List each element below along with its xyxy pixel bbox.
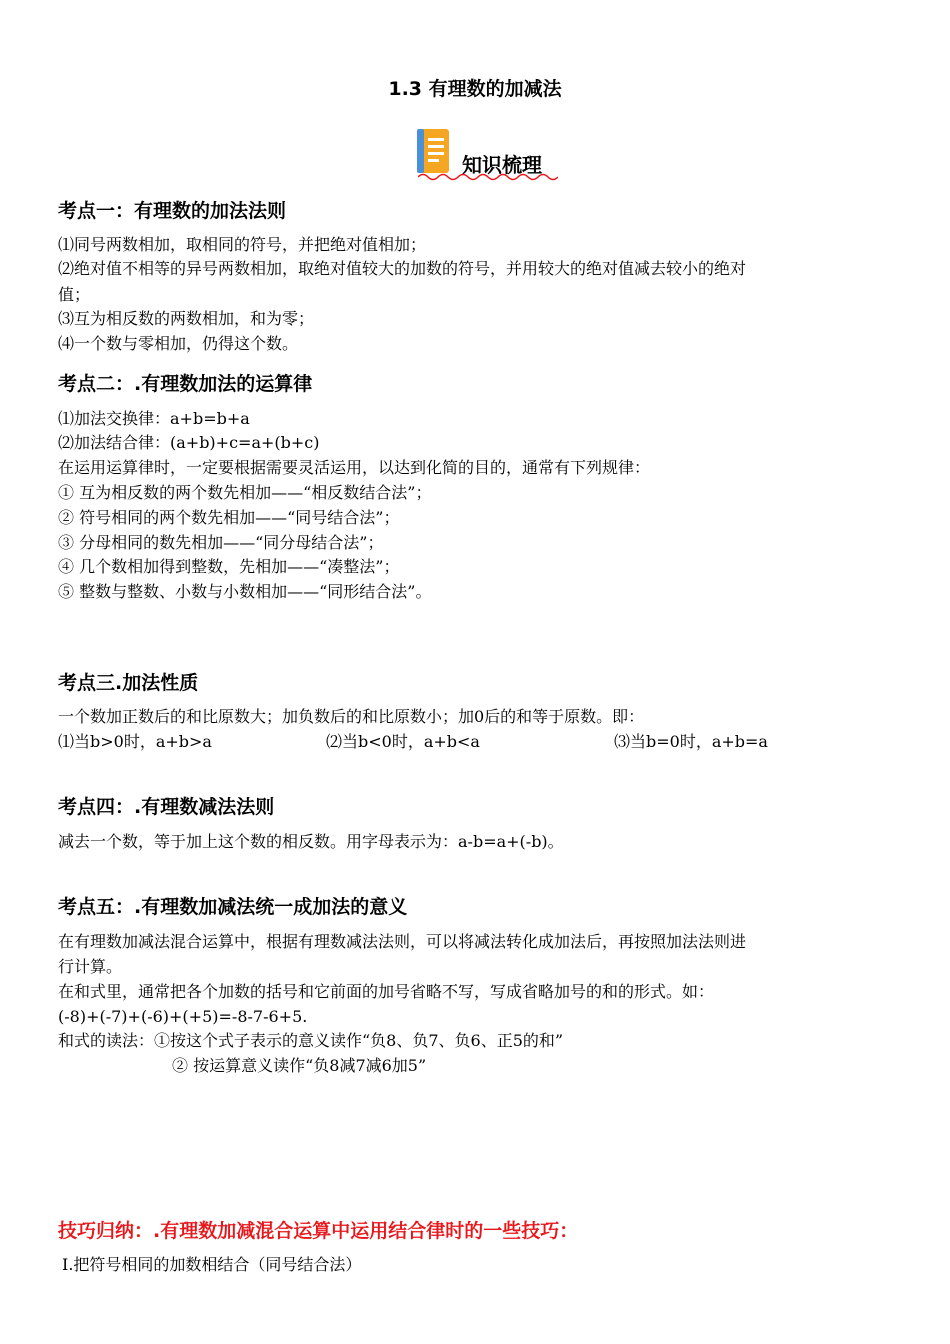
section5-line: (-8)+(-7)+(-6)+(+5)=-8-7-6+5. — [58, 1007, 308, 1026]
section5-line: 行计算。 — [58, 957, 123, 976]
section3-line: 一个数加正数后的和比原数大；加负数后的和比原数小；加0后的和等于原数。即： — [58, 707, 645, 726]
section4-line: 减去一个数，等于加上这个数的相反数。用字母表示为：a-b=a+(-b)。 — [58, 832, 564, 851]
section1-line: 值； — [58, 285, 91, 304]
section-heading-5: 考点五：.有理数加减法统一成加法的意义 — [58, 896, 408, 918]
section-heading-1: 考点一：有理数的加法法则 — [58, 200, 287, 222]
section-heading-3: 考点三.加法性质 — [58, 672, 199, 694]
section2-line: ⑵加法结合律：(a+b)+c=a+(b+c) — [58, 433, 320, 452]
section2-line: ③ 分母相同的数先相加——“同分母结合法”； — [58, 533, 384, 552]
knowledge-badge — [412, 128, 562, 182]
section3-case: ⑴当b>0时，a+b>a — [58, 732, 212, 751]
section1-line: ⑴同号两数相加，取相同的符号，并把绝对值相加； — [58, 235, 427, 254]
section1-line: ⑷一个数与零相加，仍得这个数。 — [58, 334, 299, 353]
section5-line: 在和式里，通常把各个加数的括号和它前面的加号省略不写，写成省略加号的和的形式。如： — [58, 982, 715, 1001]
section-heading-4: 考点四：.有理数减法法则 — [58, 796, 275, 818]
section2-line: ① 互为相反数的两个数先相加——“相反数结合法”； — [58, 483, 432, 502]
section2-line: ④ 几个数相加得到整数，先相加——“凑整法”； — [58, 557, 400, 576]
tips-line: Ⅰ.把符号相同的加数相结合（同号结合法） — [62, 1255, 362, 1274]
section5-line: ② 按运算意义读作“负8减7减6加5” — [172, 1056, 427, 1075]
section3-case: ⑵当b<0时，a+b<a — [326, 732, 480, 751]
section2-line: ⑴加法交换律：a+b=b+a — [58, 409, 250, 428]
section5-line: 和式的读法：①按这个式子表示的意义读作“负8、负7、负6、正5的和” — [58, 1031, 564, 1050]
badge-label: 知识梳理 — [462, 153, 542, 177]
wavy-underline — [418, 172, 558, 182]
section2-line: 在运用运算律时，一定要根据需要灵活运用，以达到化简的目的，通常有下列规律： — [58, 458, 651, 477]
section2-line: ② 符号相同的两个数先相加——“同号结合法”； — [58, 508, 400, 527]
section-heading-2: 考点二：.有理数加法的运算律 — [58, 373, 313, 395]
section3-case: ⑶当b=0时，a+b=a — [614, 732, 768, 751]
section5-line: 在有理数加减法混合运算中，根据有理数减法法则，可以将减法转化成加法后，再按照加法法则进 — [58, 932, 747, 951]
page-title: 1.3 有理数的加减法 — [388, 78, 562, 100]
section2-line: ⑤ 整数与整数、小数与小数相加——“同形结合法”。 — [58, 582, 432, 601]
tips-heading: 技巧归纳：.有理数加减混合运算中运用结合律时的一些技巧： — [58, 1220, 579, 1242]
section1-line: ⑵绝对值不相等的异号两数相加，取绝对值较大的加数的符号，并用较大的绝对值减去较小的绝对 — [58, 259, 747, 278]
section1-line: ⑶互为相反数的两数相加，和为零； — [58, 309, 315, 328]
notebook-icon — [414, 128, 452, 176]
